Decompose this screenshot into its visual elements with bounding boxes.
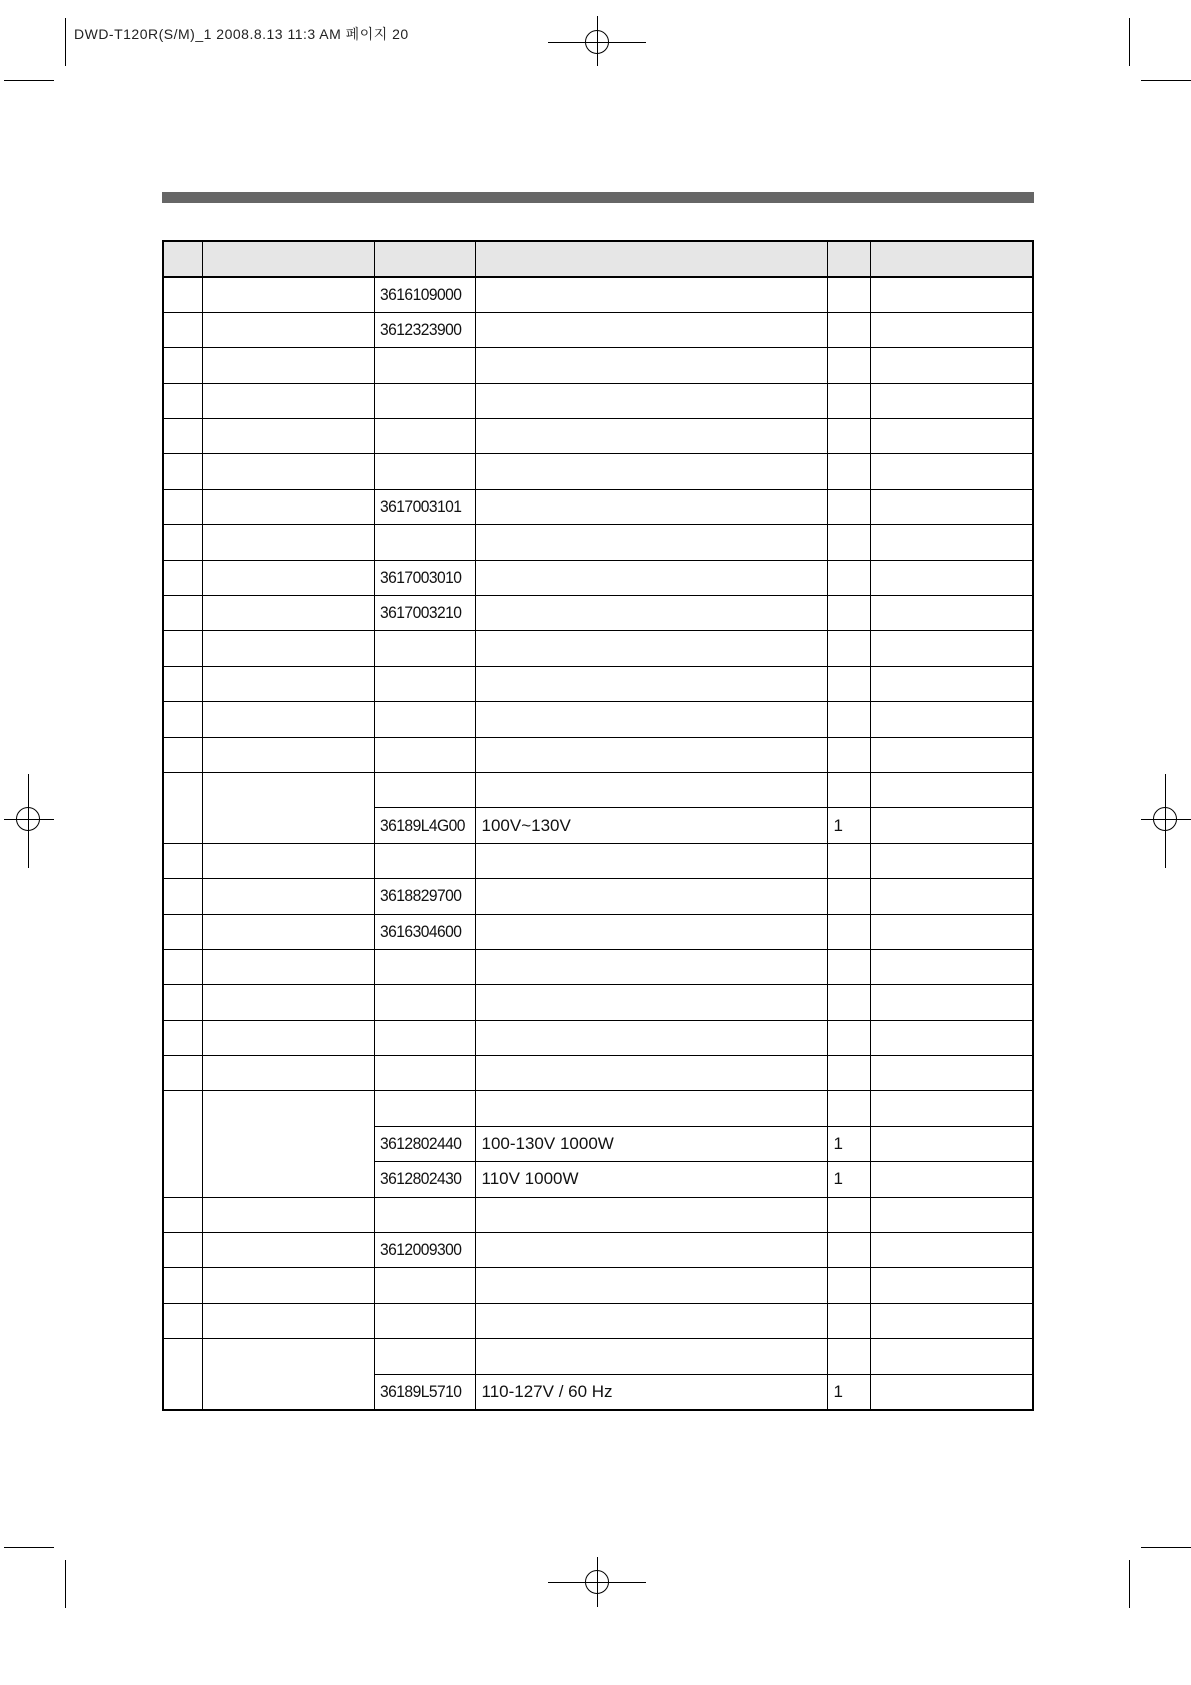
cell-no xyxy=(163,383,202,418)
cell-no xyxy=(163,949,202,984)
cell-part-code xyxy=(374,631,467,666)
cell-part-code: 3612802430 xyxy=(374,1162,467,1197)
cell-spec xyxy=(475,666,827,701)
table-row xyxy=(163,348,1033,383)
cell-part-code: 3617003101 xyxy=(374,489,467,524)
cell-no xyxy=(163,737,202,772)
cell-spec xyxy=(475,1233,827,1268)
cell-qty xyxy=(827,949,870,984)
cell-remarks xyxy=(870,1374,1033,1409)
cell-qty xyxy=(827,277,870,312)
cell-qty xyxy=(827,1233,870,1268)
cell-qty xyxy=(827,879,870,914)
cell-remarks xyxy=(870,489,1033,524)
cell-qty xyxy=(827,985,870,1020)
cell-part-code: 3612323900 xyxy=(374,312,467,347)
cell-part-code xyxy=(374,1303,467,1338)
table-row xyxy=(163,489,1033,524)
cell-spec xyxy=(475,631,827,666)
cell-remarks xyxy=(870,737,1033,772)
cell-part-name xyxy=(202,1303,374,1338)
crop-mark xyxy=(65,18,66,66)
table-row xyxy=(163,1233,1033,1268)
cell-no xyxy=(163,1339,202,1410)
cell-part-code: 3617003210 xyxy=(374,596,467,631)
cell-part-name xyxy=(202,1197,374,1232)
cell-part-name xyxy=(202,560,374,595)
cell-spec xyxy=(475,1091,827,1126)
cell-no xyxy=(163,1091,202,1197)
cell-part-name xyxy=(202,843,374,878)
cell-part-code xyxy=(374,1197,467,1232)
cell-no xyxy=(163,312,202,347)
cell-qty xyxy=(827,1303,870,1338)
cell-remarks xyxy=(870,1268,1033,1303)
cell-part-code xyxy=(374,348,467,383)
cell-remarks xyxy=(870,1126,1033,1161)
table-row xyxy=(163,560,1033,595)
cell-spec xyxy=(475,312,827,347)
cell-part-name xyxy=(202,985,374,1020)
cell-part-name xyxy=(202,702,374,737)
cell-qty xyxy=(827,914,870,949)
cell-part-name xyxy=(202,666,374,701)
table-row xyxy=(163,525,1033,560)
cell-remarks xyxy=(870,1056,1033,1091)
table-row xyxy=(163,843,1033,878)
cell-qty xyxy=(827,383,870,418)
cell-part-name xyxy=(202,596,374,631)
cell-part-code xyxy=(374,419,467,454)
cell-part-code xyxy=(374,843,467,878)
cell-part-code xyxy=(374,525,467,560)
cell-part-code xyxy=(374,383,467,418)
table-row xyxy=(163,1091,1033,1126)
cell-qty xyxy=(827,1091,870,1126)
cell-spec xyxy=(475,419,827,454)
cell-no xyxy=(163,702,202,737)
cell-no xyxy=(163,454,202,489)
cell-qty xyxy=(827,843,870,878)
cell-qty: 1 xyxy=(827,808,870,843)
cell-spec xyxy=(475,702,827,737)
cell-no xyxy=(163,525,202,560)
table-row xyxy=(163,631,1033,666)
cell-remarks xyxy=(870,277,1033,312)
cell-part-code xyxy=(374,454,467,489)
table-row xyxy=(163,383,1033,418)
cell-part-name xyxy=(202,525,374,560)
cell-part-code xyxy=(374,702,467,737)
cell-qty xyxy=(827,666,870,701)
cell-remarks xyxy=(870,419,1033,454)
cell-part-code: 3618829700 xyxy=(374,879,467,914)
cell-part-name xyxy=(202,631,374,666)
cell-remarks xyxy=(870,985,1033,1020)
cell-no xyxy=(163,631,202,666)
cell-no xyxy=(163,772,202,843)
cell-part-code: 3616304600 xyxy=(374,914,467,949)
cell-qty xyxy=(827,631,870,666)
cell-qty xyxy=(827,1020,870,1055)
cell-spec xyxy=(475,596,827,631)
cell-part-name xyxy=(202,1056,374,1091)
cell-part-code: 36189L5710 xyxy=(374,1374,467,1409)
cell-remarks xyxy=(870,348,1033,383)
cell-part-code xyxy=(374,737,467,772)
cell-spec xyxy=(475,1303,827,1338)
cell-part-name xyxy=(202,454,374,489)
cell-spec: 110-127V / 60 Hz xyxy=(475,1374,827,1409)
header-remarks xyxy=(870,241,1033,277)
cell-part-code: 3617003010 xyxy=(374,560,467,595)
cell-spec xyxy=(475,383,827,418)
crop-mark xyxy=(1141,80,1191,81)
cell-qty xyxy=(827,454,870,489)
cell-part-code: 3616109000 xyxy=(374,277,467,312)
table-row xyxy=(163,1268,1033,1303)
cell-part-code xyxy=(374,1339,467,1374)
cell-qty xyxy=(827,525,870,560)
cell-no xyxy=(163,1268,202,1303)
cell-remarks xyxy=(870,879,1033,914)
cell-qty xyxy=(827,1339,870,1374)
cell-part-code xyxy=(374,1268,467,1303)
cell-spec xyxy=(475,843,827,878)
cell-remarks xyxy=(870,914,1033,949)
cell-part-name xyxy=(202,1339,374,1410)
header-part-code xyxy=(374,241,475,277)
cell-part-code xyxy=(374,772,467,807)
cell-part-name xyxy=(202,914,374,949)
header-part-name xyxy=(202,241,374,277)
cell-part-code: 36189L4G00 xyxy=(374,808,467,843)
table-row xyxy=(163,666,1033,701)
cell-no xyxy=(163,914,202,949)
cell-spec xyxy=(475,489,827,524)
cell-no xyxy=(163,489,202,524)
table-row xyxy=(163,737,1033,772)
cell-no xyxy=(163,1056,202,1091)
cell-part-name xyxy=(202,1020,374,1055)
section-title-bar xyxy=(162,192,1034,203)
cell-no xyxy=(163,1303,202,1338)
header-specification xyxy=(475,241,827,277)
cell-remarks xyxy=(870,596,1033,631)
cell-remarks xyxy=(870,1162,1033,1197)
cell-part-name xyxy=(202,489,374,524)
cell-part-code: 3612009300 xyxy=(374,1233,467,1268)
cell-part-name xyxy=(202,772,374,843)
cell-spec xyxy=(475,1339,827,1374)
table-row xyxy=(163,1339,1033,1374)
cell-spec xyxy=(475,1197,827,1232)
crop-mark xyxy=(65,1560,66,1608)
crop-mark xyxy=(4,1547,54,1548)
table-row xyxy=(163,985,1033,1020)
cell-spec xyxy=(475,914,827,949)
cell-qty: 1 xyxy=(827,1162,870,1197)
cell-remarks xyxy=(870,312,1033,347)
cell-spec xyxy=(475,525,827,560)
cell-qty xyxy=(827,1197,870,1232)
cell-remarks xyxy=(870,631,1033,666)
cell-qty xyxy=(827,1268,870,1303)
cell-qty xyxy=(827,737,870,772)
cell-part-code xyxy=(374,1056,467,1091)
cell-spec: 110V 1000W xyxy=(475,1162,827,1197)
cell-remarks xyxy=(870,383,1033,418)
cell-part-code xyxy=(374,1020,467,1055)
cell-qty xyxy=(827,1056,870,1091)
print-header: DWD-T120R(S/M)_1 2008.8.13 11:3 AM 페이지 20 xyxy=(74,26,409,42)
cell-no xyxy=(163,1020,202,1055)
registration-circle xyxy=(585,1570,609,1594)
cell-qty xyxy=(827,312,870,347)
cell-remarks xyxy=(870,808,1033,843)
cell-no xyxy=(163,1233,202,1268)
table-row xyxy=(163,1020,1033,1055)
table-row xyxy=(163,949,1033,984)
cell-qty xyxy=(827,596,870,631)
table-row xyxy=(163,879,1033,914)
table-row xyxy=(163,914,1033,949)
cell-remarks xyxy=(870,1091,1033,1126)
cell-no xyxy=(163,348,202,383)
cell-remarks xyxy=(870,525,1033,560)
table-row xyxy=(163,1197,1033,1232)
cell-part-name xyxy=(202,312,374,347)
cell-spec: 100V~130V xyxy=(475,808,827,843)
cell-qty: 1 xyxy=(827,1126,870,1161)
cell-part-code xyxy=(374,666,467,701)
crop-mark xyxy=(1129,1560,1130,1608)
cell-part-name xyxy=(202,1268,374,1303)
cell-spec xyxy=(475,949,827,984)
cell-spec xyxy=(475,737,827,772)
cell-spec xyxy=(475,277,827,312)
table-row xyxy=(163,454,1033,489)
cell-part-name xyxy=(202,949,374,984)
cell-qty xyxy=(827,560,870,595)
cell-qty xyxy=(827,348,870,383)
cell-spec: 100-130V 1000W xyxy=(475,1126,827,1161)
cell-remarks xyxy=(870,560,1033,595)
cell-remarks xyxy=(870,1020,1033,1055)
cell-remarks xyxy=(870,1197,1033,1232)
cell-part-name xyxy=(202,1091,374,1197)
cell-part-name xyxy=(202,348,374,383)
table-row xyxy=(163,419,1033,454)
cell-spec xyxy=(475,985,827,1020)
table-row xyxy=(163,772,1033,807)
cell-no xyxy=(163,419,202,454)
cell-spec xyxy=(475,560,827,595)
registration-circle xyxy=(1153,807,1177,831)
cell-part-name xyxy=(202,383,374,418)
cell-remarks xyxy=(870,772,1033,807)
cell-spec xyxy=(475,454,827,489)
cell-part-name xyxy=(202,879,374,914)
cell-spec xyxy=(475,348,827,383)
cell-part-name xyxy=(202,737,374,772)
cell-no xyxy=(163,1197,202,1232)
cell-no xyxy=(163,596,202,631)
crop-mark xyxy=(4,80,54,81)
cell-spec xyxy=(475,772,827,807)
crop-mark xyxy=(1141,1547,1191,1548)
cell-no xyxy=(163,985,202,1020)
table-header-row xyxy=(163,241,1033,277)
cell-no xyxy=(163,879,202,914)
header-quantity xyxy=(827,241,870,277)
cell-part-code xyxy=(374,1091,467,1126)
cell-remarks xyxy=(870,1303,1033,1338)
cell-no xyxy=(163,666,202,701)
cell-remarks xyxy=(870,843,1033,878)
cell-part-name xyxy=(202,1233,374,1268)
header-no xyxy=(163,241,202,277)
table-row xyxy=(163,702,1033,737)
table-row xyxy=(163,596,1033,631)
cell-spec xyxy=(475,1020,827,1055)
cell-qty xyxy=(827,419,870,454)
cell-part-code xyxy=(374,985,467,1020)
crop-mark xyxy=(1129,18,1130,66)
cell-remarks xyxy=(870,1339,1033,1374)
cell-spec xyxy=(475,1268,827,1303)
cell-no xyxy=(163,560,202,595)
cell-remarks xyxy=(870,949,1033,984)
cell-part-name xyxy=(202,419,374,454)
parts-list-table xyxy=(162,240,1034,1411)
cell-qty xyxy=(827,489,870,524)
cell-spec xyxy=(475,879,827,914)
registration-circle xyxy=(16,807,40,831)
cell-part-name xyxy=(202,277,374,312)
cell-qty xyxy=(827,772,870,807)
cell-qty: 1 xyxy=(827,1374,870,1409)
cell-no xyxy=(163,277,202,312)
registration-circle xyxy=(585,30,609,54)
cell-part-code xyxy=(374,949,467,984)
cell-remarks xyxy=(870,454,1033,489)
cell-spec xyxy=(475,1056,827,1091)
table-row xyxy=(163,1056,1033,1091)
table-row xyxy=(163,312,1033,347)
table-row xyxy=(163,277,1033,312)
cell-remarks xyxy=(870,666,1033,701)
cell-qty xyxy=(827,702,870,737)
cell-no xyxy=(163,843,202,878)
table-row xyxy=(163,1303,1033,1338)
cell-remarks xyxy=(870,702,1033,737)
cell-remarks xyxy=(870,1233,1033,1268)
cell-part-code: 3612802440 xyxy=(374,1126,467,1161)
